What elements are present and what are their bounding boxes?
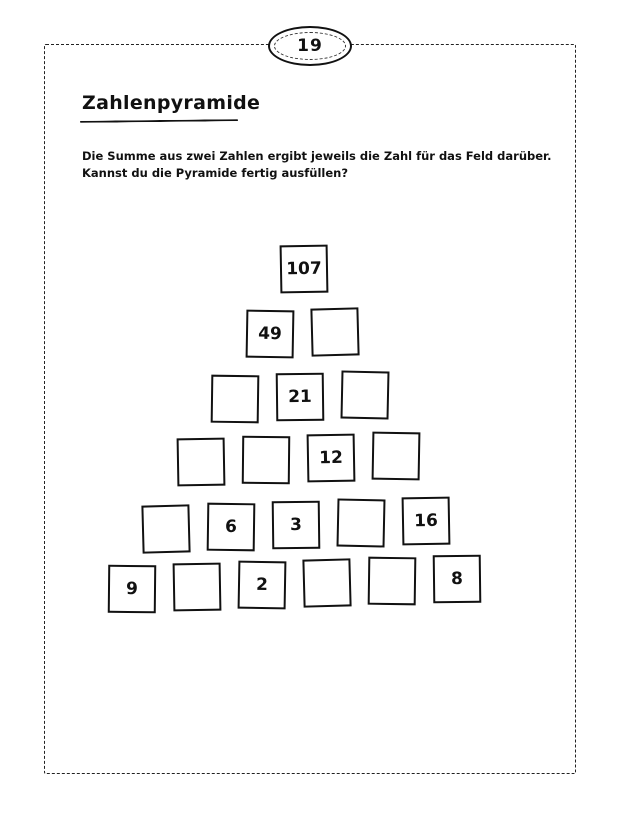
pyramid-cell-empty[interactable]: [172, 563, 221, 612]
pyramid-cell-empty[interactable]: [302, 558, 351, 607]
pyramid-cell-filled: 16: [402, 497, 451, 546]
pyramid-cell-filled: 8: [432, 555, 481, 604]
pyramid-cell-filled: 12: [306, 434, 355, 483]
pyramid-cell-filled: 21: [276, 373, 325, 422]
pyramid-cell-filled: 9: [107, 565, 156, 614]
pyramid-cell-empty[interactable]: [176, 438, 225, 487]
pyramid-cell-empty[interactable]: [371, 432, 420, 481]
page-title: Zahlenpyramide: [82, 92, 261, 114]
pyramid-cell-empty[interactable]: [341, 371, 390, 420]
pyramid-cell-empty[interactable]: [141, 504, 190, 553]
pyramid-cell-empty[interactable]: [367, 557, 416, 606]
pyramid-cell-empty[interactable]: [211, 375, 260, 424]
instruction-line: Die Summe aus zwei Zahlen ergibt jeweils die Zahl für das Feld darüber.: [82, 149, 552, 163]
pyramid-cell-filled: 2: [237, 561, 286, 610]
pyramid-cell-filled: 6: [207, 503, 256, 552]
pyramid-cell-filled: 3: [272, 501, 321, 550]
pyramid-cell-empty[interactable]: [241, 436, 290, 485]
pyramid-cell-empty[interactable]: [310, 307, 359, 356]
page-number: 19: [297, 36, 323, 56]
pyramid-cell-filled: 49: [245, 310, 294, 359]
pyramid-cell-empty[interactable]: [337, 499, 386, 548]
pyramid-cell-filled: 107: [280, 245, 329, 294]
instruction-line: Kannst du die Pyramide fertig ausfüllen?: [82, 166, 348, 180]
